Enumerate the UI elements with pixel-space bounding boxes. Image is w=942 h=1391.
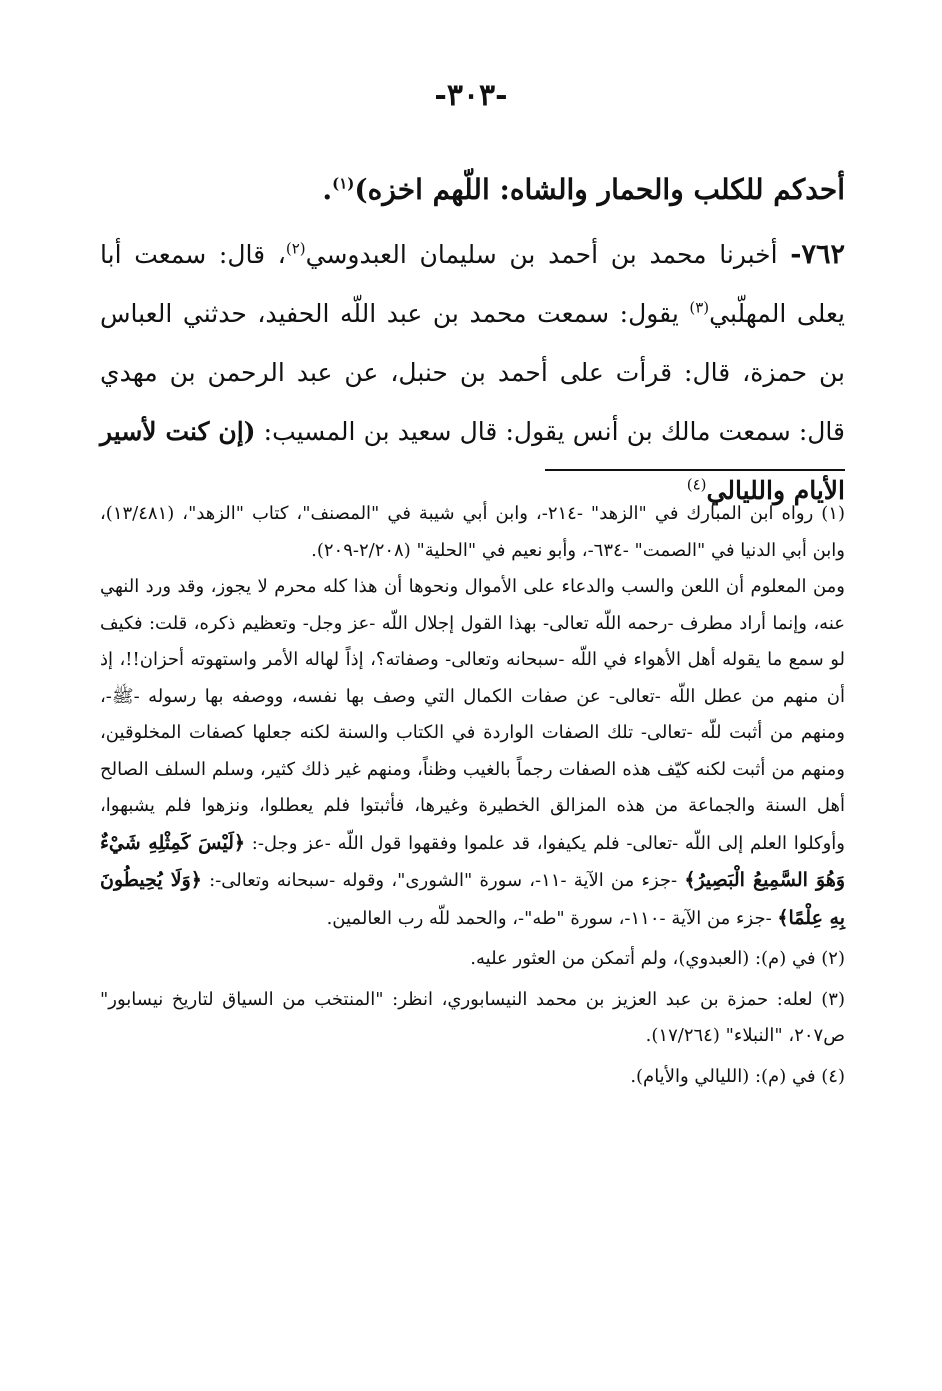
footnote-ref-1[interactable]: (١) — [332, 174, 355, 193]
footnote-ref-3[interactable]: (٣) — [689, 298, 710, 317]
footnote-1-text-d: -جزء من الآية -١١٠-، سورة "طه"-، والحمد للّه رب العالمين. — [326, 907, 778, 929]
footnote-4: (٤) في (م): (الليالي والأيام). — [630, 1065, 845, 1087]
footnote-ref-4[interactable]: (٤) — [686, 475, 707, 494]
hadith-number: ٧٦٢- — [790, 239, 845, 270]
footnote-ref-2[interactable]: (٢) — [285, 239, 306, 258]
heading-text: أحدكم للكلب والحمار والشاه: اللّهم اخزه) — [354, 173, 845, 206]
continuation-heading — [100, 160, 845, 219]
footnote-divider — [545, 469, 845, 471]
heading-end: . — [322, 173, 333, 206]
hadith-quote: (إن كنت لأسير الأيام والليالي — [100, 417, 845, 505]
footnote-3: (٣) لعله: حمزة بن عبد العزيز بن محمد النيسابوري، انظر: "المنتخب من السياق لتاريخ نيسابور" ص٢٠٧، "النبلاء" (١٧/٢٦٤). — [100, 988, 845, 1046]
footnote-2: (٢) في (م): (العبدوي)، ولم أتمكن من العثور عليه. — [470, 948, 845, 969]
hadith-text-c: يقول: سمعت محمد بن عبد اللّه الحفيد، حدثني العباس بن حمزة، قال: قرأت على أحمد بن حنبل، عن عبد الرحمن بن مهدي قال: سمعت مالك بن أنس يقول: قال سعيد بن المسيب: — [100, 299, 845, 446]
quran-verse-2: ﴿وَلَا يُحِيطُونَ بِهِ عِلْمًا﴾ — [100, 869, 845, 929]
footnote-1-citation: (١) رواه ابن المبارك في "الزهد" -٢١٤-، وابن أبي شيبة في "المصنف"، كتاب "الزهد"، (١٣/٤٨١)، وابن أبي الدنيا في "الصمت" -٦٣٤-، وأبو نعيم في "الحلية" (٢/٢٠٨-٢٠٩). — [100, 503, 845, 561]
footnote-1-text-b: ومن المعلوم أن اللعن والسب والدعاء على الأموال ونحوها أن هذا كله محرم لا يجوز، وقد ورد النهي عنه، وإنما أراد مطرف -رحمه اللّه تعالى- بهذا القول إجلال اللّه -عز وجل- وتعظيم ذكره، قلت: فكيف لو سمع ما يقوله أهل الأهواء في اللّه -سبحانه وتعالى- وصفاته؟، إذاً لهاله الأمر واستهوته أحزان!!، إذ أن منهم من عطل اللّه -تعالى- عن صفات الكمال التي وصف بها نفسه، ووصفه بها رسوله -ﷺ-، ومنهم من أثبت للّه -تعالى- تلك الصفات الواردة في الكتاب والسنة لكنه جعلها كصفات المخلوقين، ومنهم من أثبت لكنه كيّف هذه الصفات رجماً بالغيب وظناً، ومنهم غير ذلك كثير، وسلم السلف الصالح أهل السنة والجماعة من هذه المزالق الخطيرة وغيرها، فأثبتوا فلم يعطلوا، ونزهوا فلم يشبهوا، وأوكلوا العلم إلى اللّه -تعالى- فلم يكيفوا، قد علموا وفقهوا قول اللّه -عز وجل-: — [100, 576, 845, 854]
hadith-text-b: ، قال: سمعت أبا يعلى المهلّبي — [100, 240, 845, 328]
footnote-1-text-c: -جزء من الآية -١١-، سورة "الشورى"، وقوله -سبحانه وتعالى-: — [201, 870, 685, 891]
footnotes — [100, 496, 845, 1095]
main-text — [100, 160, 845, 520]
hadith-text-a: أخبرنا محمد بن أحمد بن سليمان العبدوسي — [305, 240, 791, 269]
footnote-1-commentary — [100, 569, 845, 937]
page-number: -٣٠٣- — [434, 78, 508, 113]
quran-verse-1: ﴿لَيْسَ كَمِثْلِهِ شَيْءٌ وَهُوَ السَّمِيعُ الْبَصِيرُ﴾ — [100, 831, 846, 891]
hadith-paragraph — [100, 225, 845, 520]
